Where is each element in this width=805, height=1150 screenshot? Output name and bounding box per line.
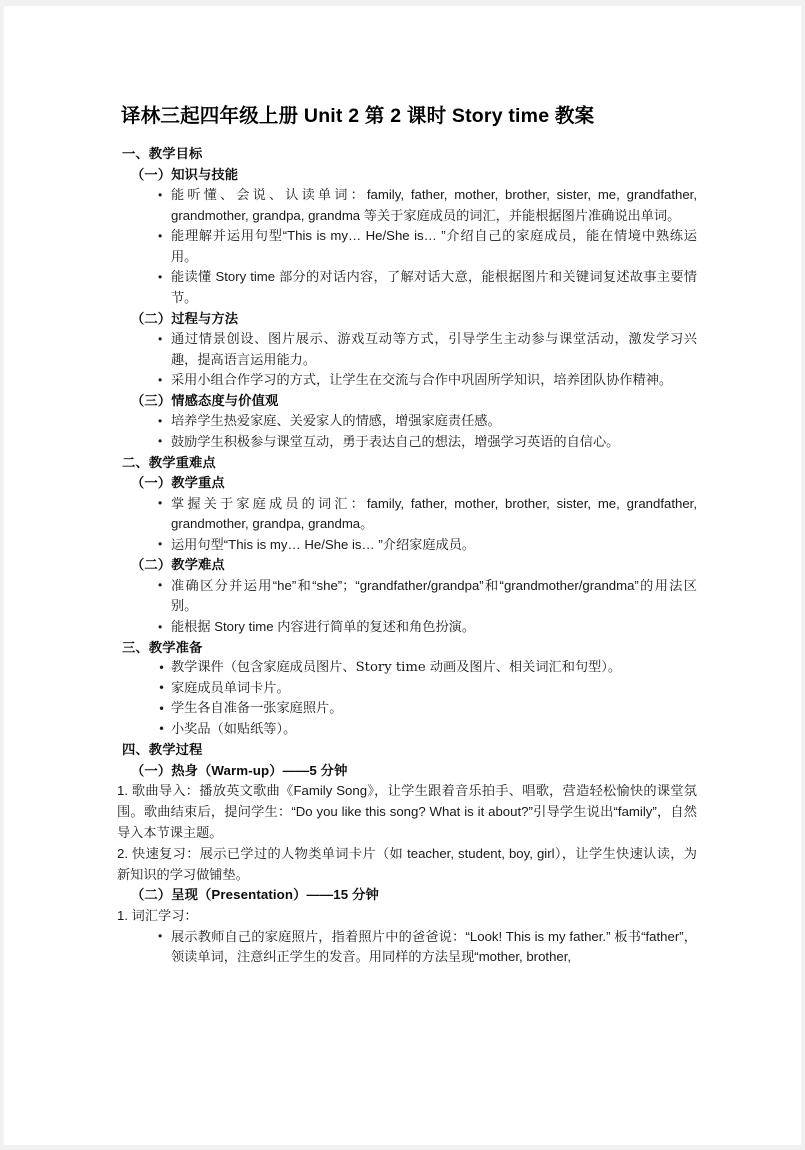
subsection-heading-2-2: （二）教学难点 [131,557,225,573]
list-item: • 能读懂 Story time 部分的对话内容，了解对话大意，能根据图片和关键词复述故事主要情节。 [117,267,697,308]
list-item: • 小奖品（如贴纸等）。 [117,720,697,741]
subsection-heading-4-2: （二）呈现（Presentation）——15 分钟 [131,887,379,903]
bullet-list-2-1 [117,494,697,556]
list-item: • 展示教师自己的家庭照片，指着照片中的爸爸说：“Look! This is my father.” 板书“father”，领读单词，注意纠正学生的发音。用同样的方法呈现“mother, brother, [117,927,697,968]
bullet-list-1-2 [117,329,697,391]
list-item: • 掌握关于家庭成员的词汇：family, father, mother, brother, sister, me, grandfather, grandmother, grandpa, grandma。 [117,494,697,535]
paragraph-warmup-2: 2. 快速复习：展示已学过的人物类单词卡片（如 teacher, student, boy, girl），让学生快速认读，为新知识的学习做铺垫。 [117,845,697,882]
bullet-list-3 [117,658,697,740]
list-item: • 采用小组合作学习的方式，让学生在交流与合作中巩固所学知识，培养团队协作精神。 [117,370,697,391]
list-item: • 家庭成员单词卡片。 [117,679,697,700]
list-item: • 学生各自准备一张家庭照片。 [117,699,697,720]
list-item: • 鼓励学生积极参与课堂互动，勇于表达自己的想法，增强学习英语的自信心。 [117,432,697,453]
bullet-list-4-presentation [117,927,697,968]
subsection-heading-1-1: （一）知识与技能 [131,166,239,182]
section-heading-2: 二、教学重难点 [122,454,216,470]
section-heading-3: 三、教学准备 [122,639,203,655]
list-item: • 能根据 Story time 内容进行简单的复述和角色扮演。 [117,617,697,638]
subsection-heading-1-3: （三）情感态度与价值观 [131,392,279,408]
list-item: • 教学课件（包含家庭成员图片、Story time 动画及图片、相关词汇和句型）。 [117,658,697,679]
bullet-list-1-1 [117,185,697,309]
bullet-list-1-3 [117,411,697,452]
subsection-heading-4-1: （一）热身（Warm-up）——5 分钟 [131,762,348,778]
list-item: • 能听懂、会说、认读单词：family, father, mother, brother, sister, me, grandfather, grandmother, grandpa, grandma 等关于家庭成员的词汇，并能根据图片准确说出单词。 [117,185,697,226]
section-heading-1: 一、教学目标 [122,146,203,161]
paragraph-presentation-1: 1. 词汇学习： [117,907,198,923]
document-body [117,101,697,968]
bullet-list-2-2 [117,576,697,638]
subsection-heading-1-2: （二）过程与方法 [131,310,239,326]
subsection-heading-2-1: （一）教学重点 [131,475,225,491]
page-title: 译林三起四年级上册 Unit 2 第 2 课时 Story time 教案 [121,105,595,127]
section-heading-4: 四、教学过程 [122,742,203,758]
list-item: • 通过情景创设、图片展示、游戏互动等方式，引导学生主动参与课堂活动，激发学习兴趣，提高语言运用能力。 [117,329,697,370]
list-item: • 准确区分并运用“he”和“she”；“grandfather/grandpa”和“grandmother/grandma”的用法区别。 [117,576,697,617]
list-item: • 培养学生热爱家庭、关爱家人的情感，增强家庭责任感。 [117,411,697,432]
paragraph-warmup-1: 1. 歌曲导入：播放英文歌曲《Family Song》，让学生跟着音乐拍手、唱歌，营造轻松愉快的课堂氛围。歌曲结束后，提问学生：“Do you like this song? What is it about?”引导学生说出“family”，自然导入本节课主题。 [117,783,697,841]
list-item: • 能理解并运用句型“This is my… He/She is… ”介绍自己的家庭成员，能在情境中熟练运用。 [117,226,697,267]
document-page [3,6,802,1145]
list-item: • 运用句型“This is my… He/She is… ”介绍家庭成员。 [117,535,697,556]
